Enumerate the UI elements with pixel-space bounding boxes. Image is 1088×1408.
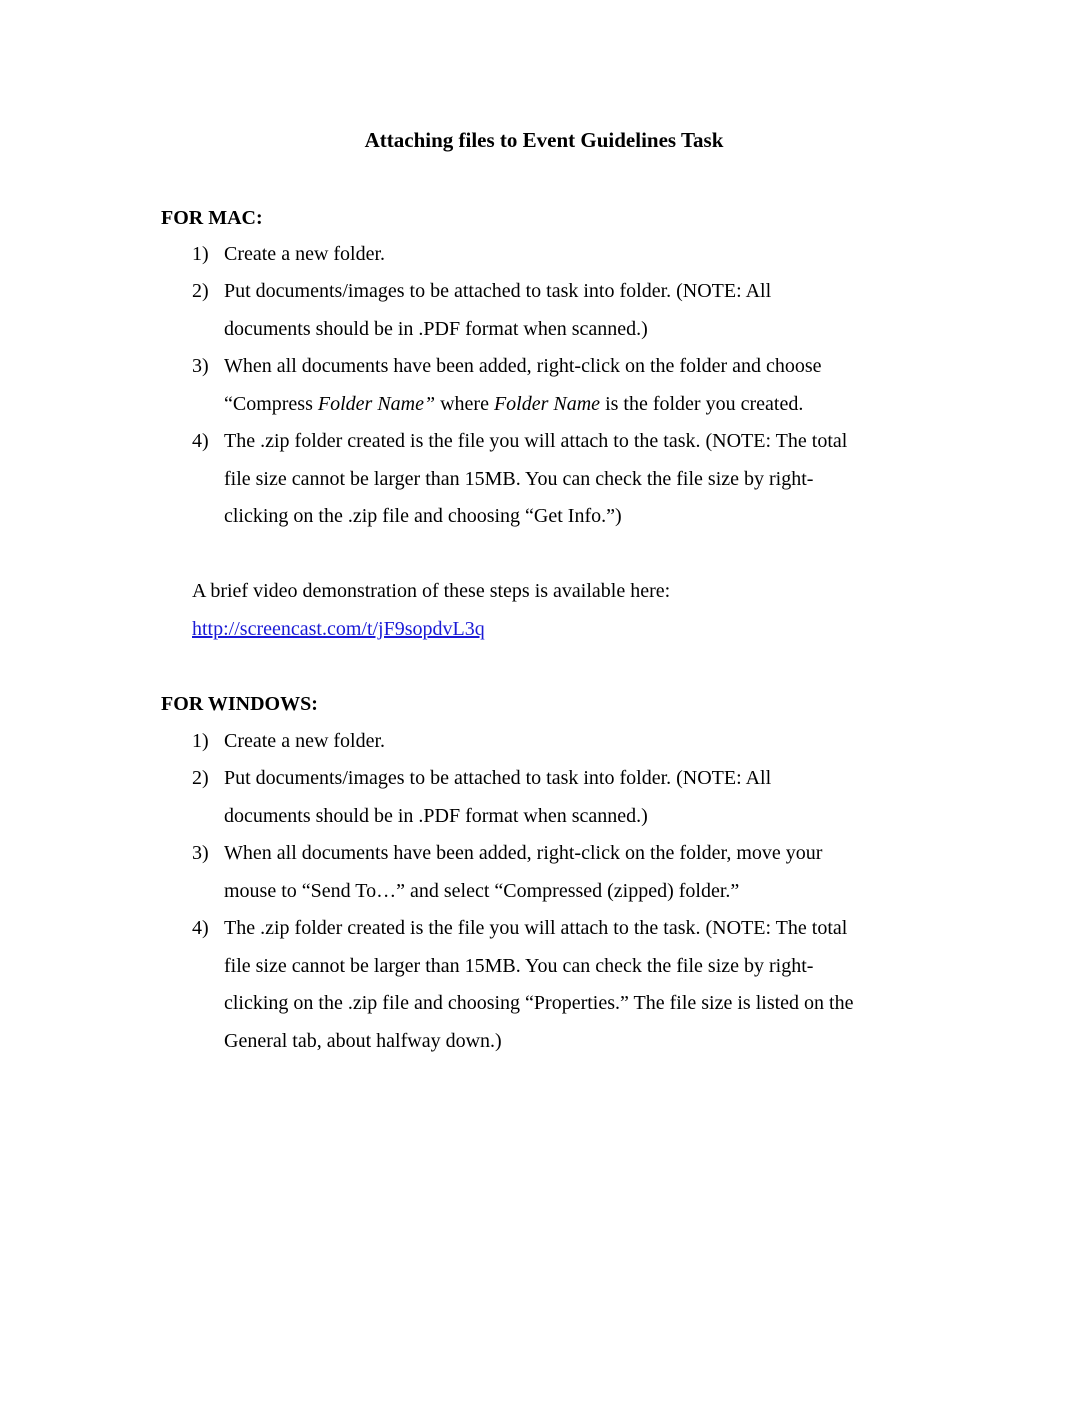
video-note: A brief video demonstration of these steps is available here:: [192, 580, 671, 602]
step-text-part: where: [435, 392, 494, 415]
windows-step-1: [192, 723, 942, 761]
step-text: When all documents have been added, right-click on the folder, move your mouse to “Send To…” and select “Compressed (zipped) folder.”: [224, 842, 823, 902]
step-number: 4): [192, 917, 209, 939]
step-number: 1): [192, 730, 209, 752]
windows-step-2: [192, 760, 942, 835]
step-number: 1): [192, 243, 209, 265]
step-text: The .zip folder created is the file you will attach to the task. (NOTE: The total file size cannot be larger than 15MB. You can check the file size by right- clicking on the .zip file and choosing “Properties.” The file size is listed on the General tab, about halfway down.): [224, 917, 854, 1052]
step-text-part: When all documents have been added, right-click on the folder and choose “Compress: [224, 355, 822, 415]
step-number: 3): [192, 355, 209, 377]
mac-step-2: [192, 273, 942, 348]
step-number: 2): [192, 280, 209, 302]
step-number: 2): [192, 767, 209, 789]
windows-step-3: [192, 835, 942, 910]
mac-heading: FOR MAC:: [161, 207, 263, 229]
folder-name-emphasis: Folder Name: [493, 392, 601, 415]
mac-step-4: [192, 423, 942, 536]
video-link[interactable]: http://screencast.com/t/jF9sopdvL3q: [192, 618, 485, 640]
video-link-line: [192, 611, 942, 649]
step-number: 3): [192, 842, 209, 864]
step-text: The .zip folder created is the file you will attach to the task. (NOTE: The total file size cannot be larger than 15MB. You can check the file size by right- clicking on the .zip file and choosing “Get Info.”): [224, 430, 848, 528]
step-text: [224, 348, 942, 423]
document-title: Attaching files to Event Guidelines Task: [364, 128, 724, 152]
step-text: Put documents/images to be attached to task into folder. (NOTE: All documents should be in .PDF format when scanned.): [224, 767, 772, 827]
folder-name-emphasis: Folder Name”: [317, 392, 436, 415]
step-number: 4): [192, 430, 209, 452]
step-text-part: is the folder you created.: [600, 392, 804, 415]
windows-heading: FOR WINDOWS:: [161, 693, 318, 715]
step-text: Put documents/images to be attached to task into folder. (NOTE: All documents should be in .PDF format when scanned.): [224, 280, 772, 340]
windows-step-4: [192, 910, 942, 1060]
step-text: Create a new folder.: [224, 730, 386, 752]
mac-step-1: [192, 236, 942, 274]
mac-step-3: [192, 348, 942, 423]
step-text: Create a new folder.: [224, 243, 386, 265]
